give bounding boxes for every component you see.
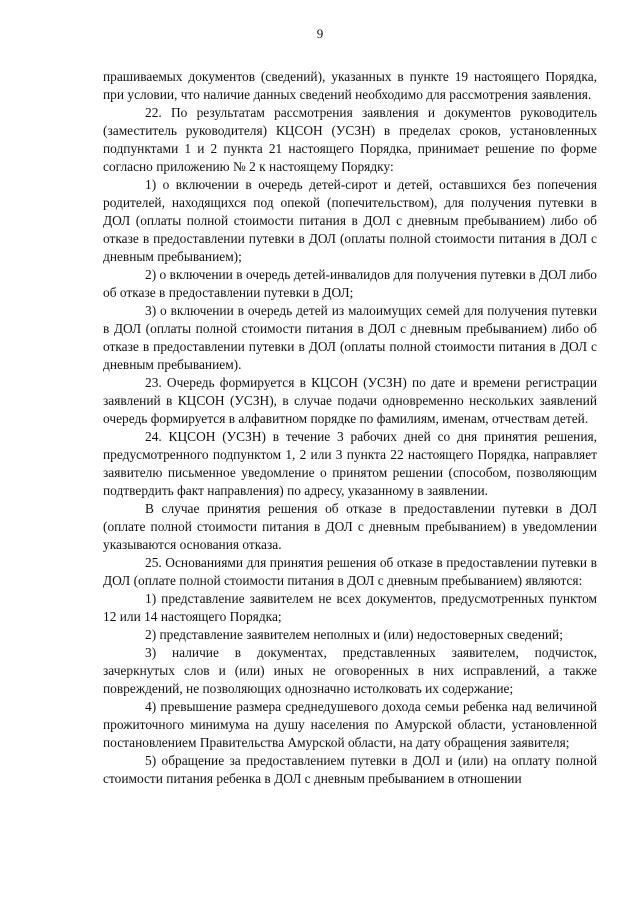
page-number: 9 (316, 26, 324, 41)
paragraph-25-item-3: 3) наличие в документах, представленных заявителем, подчисток, зачеркнутых слов и (или) иных не оговоренных в них исправлений, а также повреждений, не позволяющих однозначно истолковать их содержание; (103, 645, 597, 696)
paragraph-22-item-2: 2) о включении в очередь детей-инвалидов для получения путевки в ДОЛ либо об отказе в предоставлении путевки в ДОЛ; (103, 267, 597, 300)
paragraph-25-item-4: 4) превышение размера среднедушевого дохода семьи ребенка над величиной прожиточного минимума на душу населения по Амурской области, установленной постановлением Правительства Амурской области, на дату обращения заявителя; (103, 699, 597, 750)
paragraph-22: 22. По результатам рассмотрения заявления и документов руководитель (заместитель руководителя) КЦСОН (УСЗН) в пределах сроков, установленных подпунктами 1 и 2 пункта 21 настоящего Порядка, принимает решение по форме согласно приложению № 2 к настоящему Порядку: (103, 105, 597, 174)
paragraph-24-refusal-note: В случае принятия решения об отказе в предоставлении путевки в ДОЛ (оплате полной стоимости питания в ДОЛ с дневным пребыванием) в уведомлении указываются основания отказа. (103, 501, 597, 552)
paragraph-continuation: прашиваемых документов (сведений), указанных в пункте 19 настоящего Порядка, при условии, что наличие данных сведений необходимо для рассмотрения заявления. (103, 69, 597, 102)
paragraph-25-item-2: 2) представление заявителем неполных и (или) недостоверных сведений; (145, 627, 563, 642)
paragraph-24: 24. КЦСОН (УСЗН) в течение 3 рабочих дней со дня принятия решения, предусмотренного подпунктом 1, 2 или 3 пункта 22 настоящего Порядка, направляет заявителю письменное уведомление о принятом решении (способом, позволяющим подтвердить факт направления) по адресу, указанному в заявлении. (103, 429, 597, 498)
paragraph-25: 25. Основаниями для принятия решения об отказе в предоставлении путевки в ДОЛ (оплате полной стоимости питания в ДОЛ с дневным пребыванием) являются: (103, 555, 597, 588)
paragraph-23: 23. Очередь формируется в КЦСОН (УСЗН) по дате и времени регистрации заявлений в КЦСОН (УСЗН), в случае подачи одновременно нескольких заявлений очередь формируется в алфавитном порядке по фамилиям, именам, отчествам детей. (103, 375, 597, 426)
paragraph-22-item-1: 1) о включении в очередь детей-сирот и детей, оставшихся без попечения родителей, находящихся под опекой (попечительством), для получения путевки в ДОЛ (оплаты полной стоимости питания в ДОЛ с дневным пребыванием) либо об отказе в предоставлении путевки в ДОЛ (оплаты полной стоимости питания в ДОЛ с дневным пребыванием); (103, 177, 597, 264)
document-body (103, 68, 597, 788)
paragraph-25-item-1: 1) представление заявителем не всех документов, предусмотренных пунктом 12 или 14 настоящего Порядка; (103, 591, 597, 624)
paragraph-22-item-3: 3) о включении в очередь детей из малоимущих семей для получения путевки в ДОЛ (оплаты полной стоимости питания в ДОЛ с дневным пребыванием) либо об отказе в предоставлении путевки в ДОЛ (оплаты полной стоимости питания в ДОЛ с дневным пребыванием). (103, 303, 597, 372)
paragraph-25-item-5: 5) обращение за предоставлением путевки в ДОЛ и (или) на оплату полной стоимости питания ребенка в ДОЛ с дневным пребыванием в отношении (103, 753, 597, 786)
